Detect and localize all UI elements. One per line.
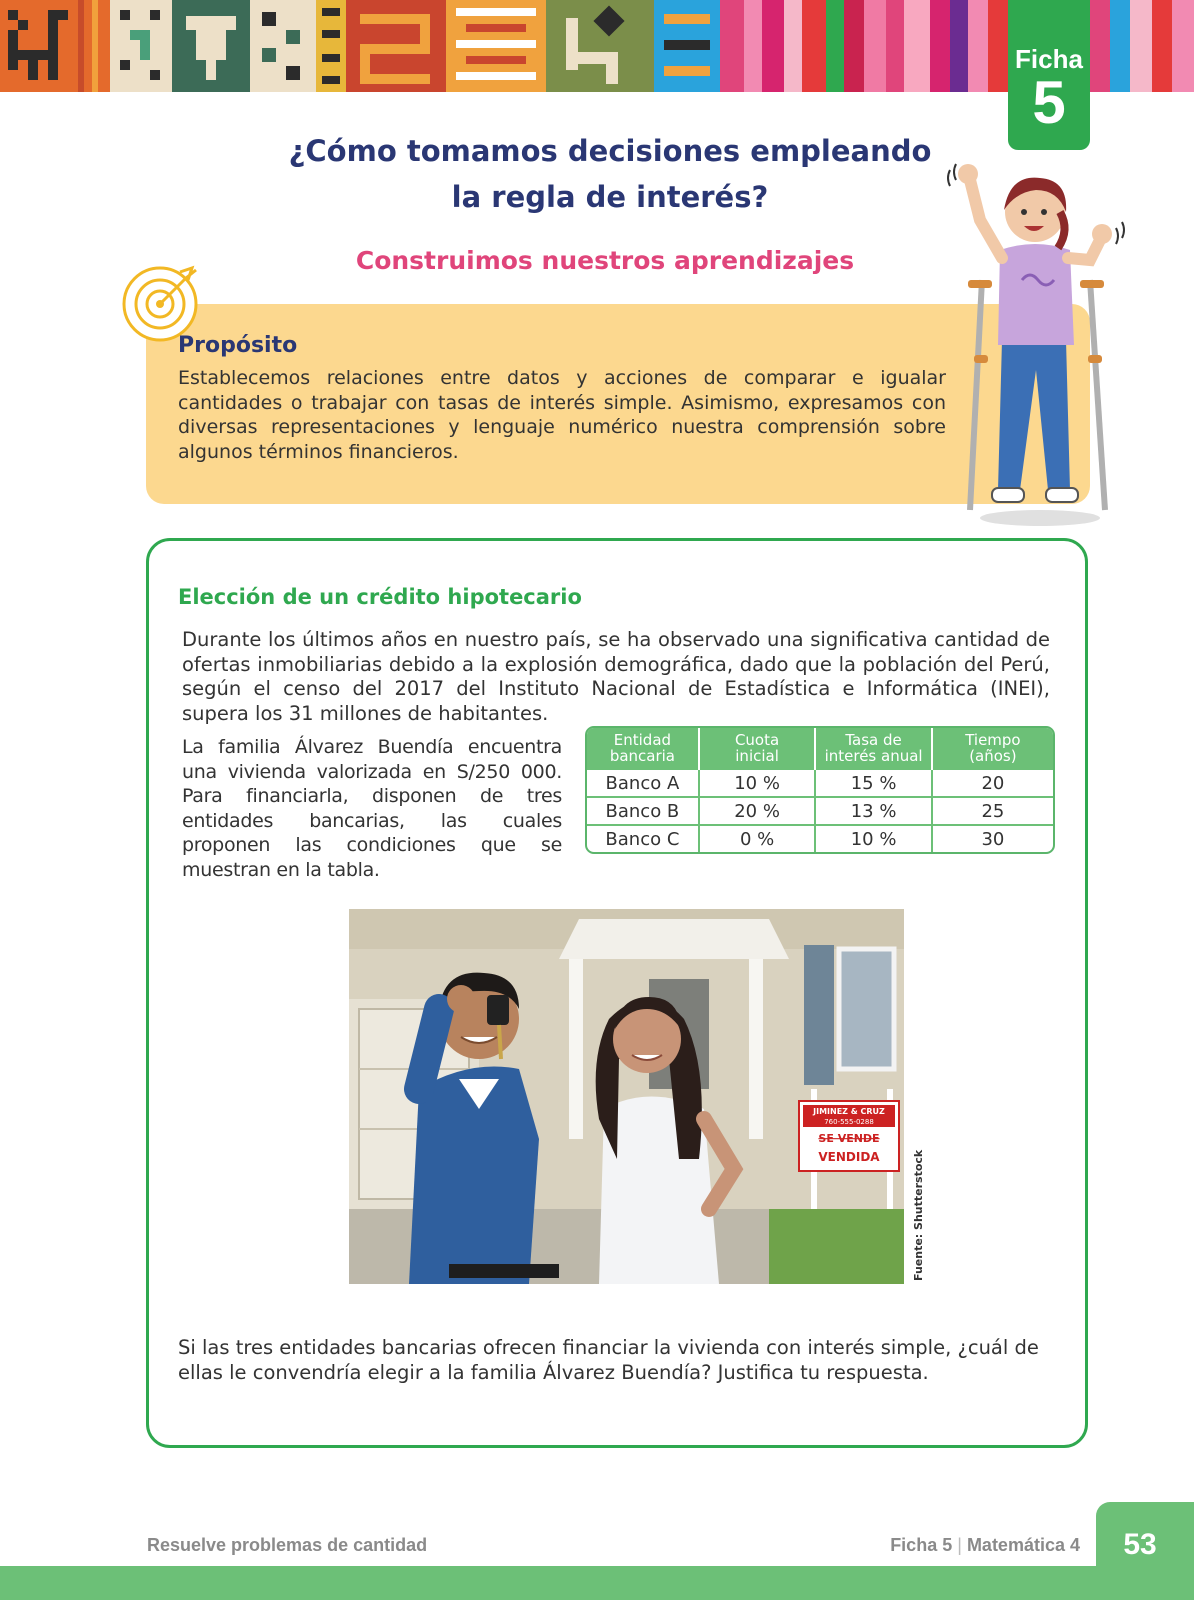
footer-ficha: Ficha 5 (890, 1535, 953, 1555)
table-header-cell: Entidad bancaria (587, 728, 699, 769)
family-house-photo (349, 909, 904, 1284)
intro-paragraph: Durante los últimos años en nuestro país, se ha observado una significativa cantidad de ofertas inmobiliarias debido a la explosión demográfica, dado que la población del Perú, según el censo del 2017 del Instituto Nacional de Estadística e Informática (INEI), supera los 31 millones de habitantes. (182, 628, 1050, 725)
table-cell: Banco A (587, 769, 699, 797)
family-paragraph: La familia Álvarez Buendía encuentra una vivienda valorizada en S/250 000. Para financiarla, disponen de tres entidades bancarias, las cuales proponen las condiciones que se muestran en la tabla. (182, 736, 562, 881)
footer-ficha-subject (870, 1535, 1080, 1556)
table-cell: 20 % (699, 797, 816, 825)
ficha-label: Ficha (1015, 44, 1083, 74)
purpose-text: Establecemos relaciones entre datos y acciones de comparar e igualar cantidades o trabajar con tasas de interés simple. Asimismo, expresamos con diversas representaciones y lenguaje numérico nuestra comprensión sobre algunos términos financieros. (178, 367, 946, 463)
table-cell: 30 (932, 825, 1053, 852)
footer-competency: Resuelve problemas de cantidad (147, 1535, 428, 1555)
table-cell: 25 (932, 797, 1053, 825)
table-cell: Banco B (587, 797, 699, 825)
table-cell: 20 (932, 769, 1053, 797)
footer-subject: Matemática 4 (966, 1535, 1080, 1555)
footer-separator: | (957, 1535, 962, 1555)
ficha-badge (1008, 0, 1090, 150)
table-header-cell: Tasa de interés anual (815, 728, 932, 769)
target-icon (120, 258, 206, 344)
page-title-line2: la regla de interés? (451, 180, 769, 214)
page-number: 53 (1123, 1528, 1157, 1561)
table-header-cell: Cuota inicial (699, 728, 816, 769)
table-cell: 0 % (699, 825, 816, 852)
table-header-cell: Tiempo (años) (932, 728, 1053, 769)
bank-conditions-table (585, 726, 1055, 854)
table-row (587, 797, 1053, 825)
table-header-row (587, 728, 1053, 769)
girl-with-crutches-illustration (940, 150, 1140, 530)
photo-credit: Fuente: Shutterstock (912, 1149, 925, 1281)
page-title (200, 128, 1020, 220)
table-cell: 13 % (815, 797, 932, 825)
section-subtitle: Construimos nuestros aprendizajes (355, 246, 855, 275)
sign-for-sale-text: SE VENDE (818, 1132, 880, 1145)
table-cell: Banco C (587, 825, 699, 852)
table-cell: 10 % (815, 825, 932, 852)
purpose-title: Propósito (178, 333, 298, 358)
section-title: Elección de un crédito hipotecario (178, 585, 582, 609)
page-title-line1: ¿Cómo tomamos decisiones empleando (288, 134, 932, 168)
question-text: Si las tres entidades bancarias ofrecen financiar la vivienda con interés simple, ¿cuál de ellas le convendría elegir a la familia Álvarez Buendía? Justifica tu respuesta. (178, 1336, 1039, 1384)
sign-phone-text: 760-555-0288 (824, 1118, 874, 1126)
ficha-number: 5 (1032, 69, 1066, 136)
footer-bar (0, 1566, 1194, 1600)
sign-sold-text: VENDIDA (818, 1150, 880, 1164)
table-cell: 15 % (815, 769, 932, 797)
table-row (587, 769, 1053, 797)
table-row (587, 825, 1053, 852)
table-cell: 10 % (699, 769, 816, 797)
sign-company-text: JIMINEZ & CRUZ (813, 1107, 885, 1116)
